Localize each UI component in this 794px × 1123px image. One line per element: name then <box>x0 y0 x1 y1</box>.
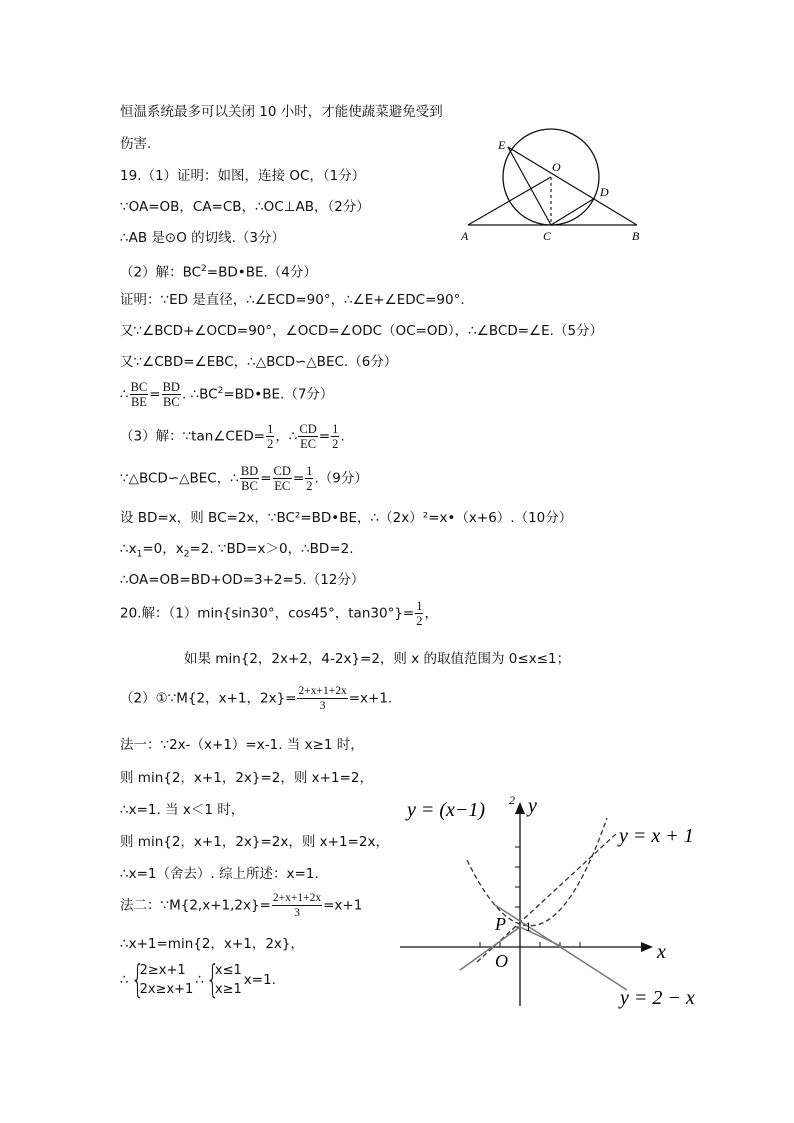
geometry-figure <box>455 125 655 250</box>
fraction-one-half <box>305 464 313 493</box>
denominator: 2 <box>306 479 313 493</box>
fraction-one-half <box>266 422 274 451</box>
system-row: x≥1 <box>214 982 242 997</box>
text-seg: ∵△BCD∽△BEC，∴ <box>120 470 239 487</box>
fraction-bd-bc <box>240 464 259 493</box>
text-line-5: ∴AB 是⊙O 的切线.（3分） <box>120 230 285 246</box>
text-seg: =BD•BE.（7分） <box>223 386 334 403</box>
numerator: 2+x+1+2x <box>298 685 347 697</box>
text-seg: = <box>260 470 272 487</box>
text-seg: .（9分） <box>314 470 368 487</box>
denominator: 3 <box>294 907 300 919</box>
fraction-bd-bc <box>162 380 181 409</box>
line-e-to-b <box>508 147 637 225</box>
text-line-7: 证明：∵ED 是直径，∴∠ECD=90°，∴∠E+∠EDC=90°. <box>120 292 465 308</box>
label-parabola-exponent: 2 <box>509 793 515 807</box>
text-seg: x=1. <box>243 972 276 988</box>
numerator: 1 <box>416 599 423 613</box>
text-line-12 <box>120 464 368 493</box>
denominator: 3 <box>319 700 326 712</box>
label-e: E <box>498 138 506 152</box>
line-c-to-d <box>551 198 595 225</box>
text-seg: =BD•BE.（4分） <box>206 264 317 281</box>
text-line-1: 恒温系统最多可以关闭 10 小时，才能使蔬菜避免受到 <box>120 104 443 120</box>
label-x-axis: x <box>657 941 666 963</box>
brace: { <box>205 957 220 1001</box>
x-axis-arrow-icon <box>641 942 653 952</box>
text-line-17: 如果 min{2，2x+2，4-2x}=2，则 x 的取值范围为 0≤x≤1； <box>184 651 571 667</box>
numerator: 1 <box>332 422 339 436</box>
method2-header <box>120 891 362 920</box>
text-line-25: ∴x+1=min{2，x+1，2x}， <box>120 936 304 952</box>
fraction-cd-ec <box>273 464 292 493</box>
text-line-23: ∴x=1（舍去）. 综上所述：x=1. <box>120 866 319 882</box>
label-d: D <box>600 185 609 199</box>
method1-header: 法一：∵2x-（x+1）=x-1. 当 x≥1 时， <box>120 737 364 753</box>
text-seg: . ∴BC <box>181 386 218 403</box>
text-line-21: ∴x=1. 当 x＜1 时， <box>120 802 245 818</box>
label-parabola: y = (x−1) <box>407 799 486 821</box>
y-axis-arrow-icon <box>515 802 525 814</box>
text-line-20: 则 min{2，x+1，2x}=2，则 x+1=2， <box>120 770 373 786</box>
text-seg: = <box>318 428 331 445</box>
text-line-2: 伤害. <box>120 136 152 152</box>
text-seg: （2）①∵M{2，x+1，2x}= <box>120 690 297 707</box>
numerator: 1 <box>267 422 274 436</box>
numerator: 2+x+1+2x <box>272 892 322 904</box>
text-line-8: 又∵∠BCD+∠OCD=90°，∠OCD=∠ODC（OC=OD），∴∠BCD=∠E.（5分） <box>120 323 604 339</box>
inequality-system-2 <box>205 957 242 1001</box>
text-line-15: ∴OA=OB=BD+OD=3+2=5.（12分） <box>120 572 365 588</box>
line-e-to-c <box>508 147 551 225</box>
system-row: 2≥x+1 <box>139 963 186 978</box>
fraction-m-expr <box>297 684 347 713</box>
numerator: CD <box>273 464 291 478</box>
fraction-cd-ec <box>298 422 317 451</box>
text-seg: ∴x <box>120 541 137 557</box>
denominator: BC <box>162 395 180 409</box>
numerator: BD <box>162 380 180 394</box>
numerator: BD <box>240 464 259 478</box>
superscript: 2 <box>201 264 207 274</box>
text-seg: ∴ <box>120 972 129 988</box>
denominator: 2 <box>267 437 274 451</box>
text-seg: 法二：∵M{2,x+1,2x}= <box>120 897 271 914</box>
text-line-11 <box>120 422 345 451</box>
text-seg: （2）解：BC <box>120 264 202 281</box>
text-line-6 <box>120 260 317 282</box>
text-seg: 20.解：（1）min{sin30°，cos45°，tan30°}= <box>120 605 415 622</box>
denominator: 2 <box>416 614 423 628</box>
brace: { <box>130 957 144 1001</box>
denominator: EC <box>274 479 291 493</box>
denominator: EC <box>300 437 317 451</box>
text-seg: ∴ <box>195 972 204 988</box>
label-y-axis: y <box>528 795 537 817</box>
text-line-14 <box>120 540 354 564</box>
text-seg: =x+1. <box>348 690 393 707</box>
fraction-one-half <box>415 599 423 628</box>
label-b: B <box>632 229 640 243</box>
numerator: 1 <box>306 464 313 478</box>
subscript: 2 <box>183 549 190 560</box>
denominator: BC <box>241 479 258 493</box>
superscript: 2 <box>217 386 224 396</box>
text-seg: ，∴ <box>275 428 298 445</box>
text-seg: =x+1 <box>323 897 363 914</box>
numerator: CD <box>299 422 317 436</box>
parabola-curve <box>467 818 607 926</box>
label-o: O <box>552 160 561 174</box>
system-row: x≤1 <box>214 963 242 978</box>
fraction-m-expr <box>272 891 322 920</box>
min-envelope <box>460 927 563 970</box>
label-origin: O <box>495 951 508 971</box>
q19-header: 19.（1）证明：如图，连接 OC，（1分） <box>120 168 366 184</box>
line-a-to-o <box>468 177 551 225</box>
text-seg: （3）解：∵tan∠CED= <box>120 428 266 445</box>
text-seg: = <box>292 470 305 487</box>
text-line-9: 又∵∠CBD=∠EBC，∴△BCD∽△BEC.（6分） <box>120 354 398 370</box>
system-row: 2x≥x+1 <box>139 982 194 997</box>
label-line-2-minus-x: y = 2 − x <box>620 987 695 1009</box>
text-line-10: ∴ $\frac{BC}{BE}$ = $\frac{BD}{BC}$ . $\therefore BC^2=BD•BE.(7$分） <box>120 380 334 409</box>
numerator: BC <box>130 380 148 394</box>
denominator: 2 <box>332 437 339 451</box>
label-c: C <box>543 229 552 243</box>
text-line-4: ∵OA=OB，CA=CB，∴OC⊥AB，（2分） <box>120 199 370 215</box>
fraction-one-half <box>331 422 339 451</box>
subscript: 1 <box>136 549 143 560</box>
label-point-p: P <box>495 914 506 934</box>
text-line-22: 则 min{2，x+1，2x}=2x，则 x+1=2x， <box>120 834 389 850</box>
text-seg: ， <box>424 605 438 622</box>
text-line-18 <box>120 684 392 713</box>
fraction-bc-be <box>130 380 149 409</box>
text-seg: . <box>340 428 345 445</box>
text-seg: =0，x <box>142 541 184 557</box>
text-line-13: 设 BD=x，则 BC=2x，∵BC²=BD•BE，∴（2x）²=x•（x+6）.（10分） <box>120 510 573 526</box>
denominator: BE <box>130 395 147 409</box>
text-line-26 <box>120 957 276 1001</box>
inequality-system-1 <box>130 957 194 1001</box>
function-graph <box>395 790 715 1015</box>
text-seg: =2. ∵BD=x＞0，∴BD=2. <box>189 541 354 557</box>
label-one: 1 <box>525 919 532 934</box>
text-seg: ∴ <box>120 386 129 403</box>
q20-header <box>120 599 438 628</box>
label-line-x-plus-1: y = x + 1 <box>619 825 694 847</box>
label-a: A <box>461 229 469 243</box>
